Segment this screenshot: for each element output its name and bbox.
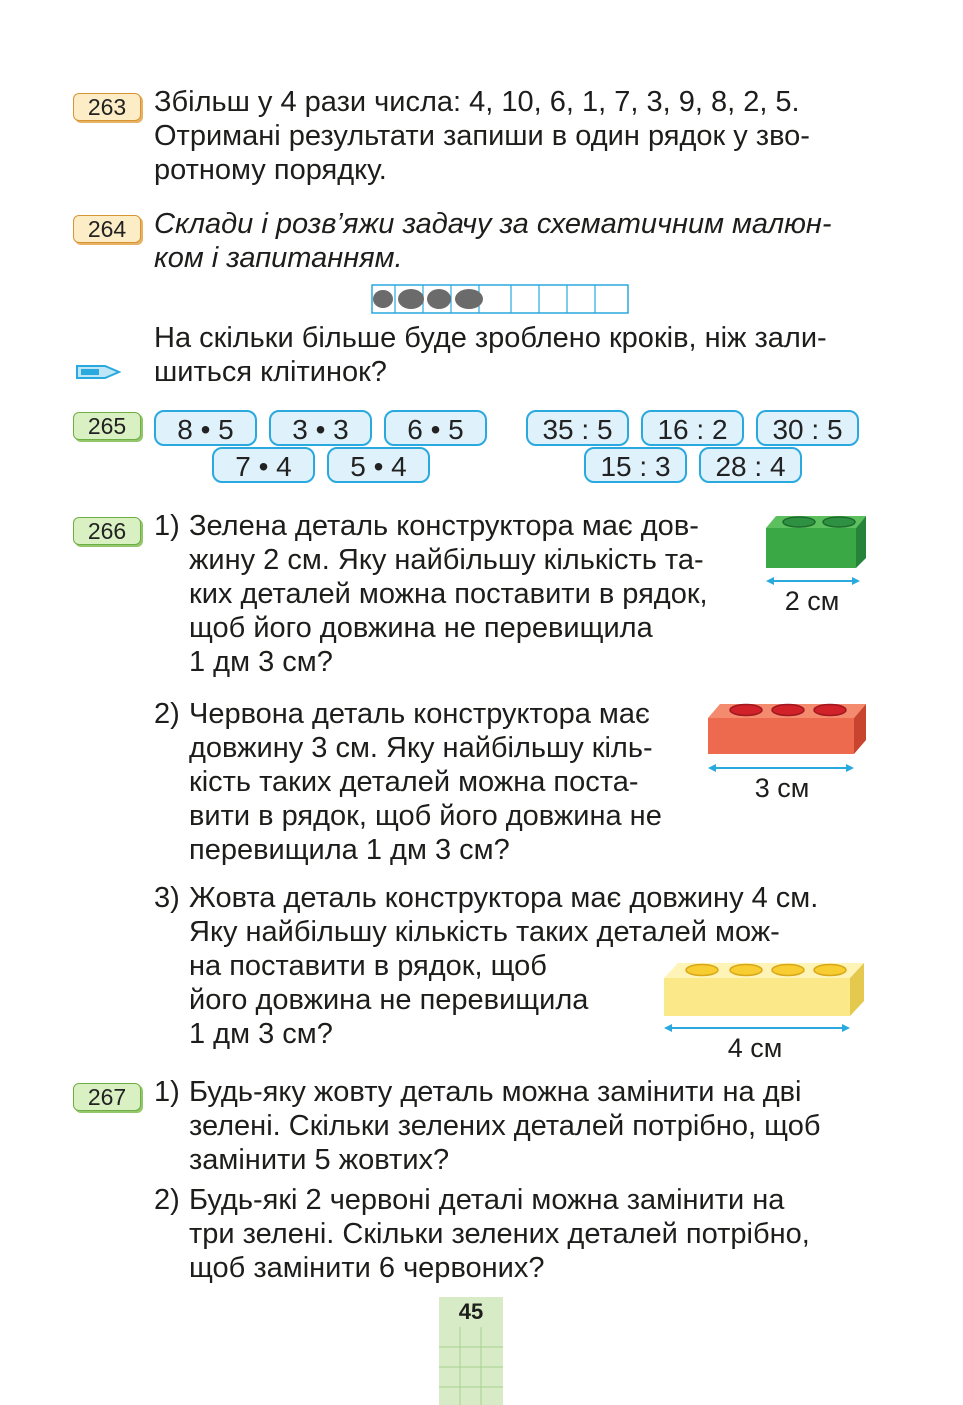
task-264-question-line: На скільки більше буде зроблено кроків, ніж зали- [154,322,827,354]
task-number-267: 267 [73,1083,141,1111]
expression-pill: 3 • 3 [269,410,372,446]
brick-length-label: 4 см [727,1033,783,1063]
task-267-p1-line: Будь-яку жовту деталь можна замінити на дві [189,1076,802,1108]
expression-pill: 30 : 5 [756,410,859,446]
task-267-p1-line: замінити 5 жовтих? [189,1144,450,1176]
task-266-p1-line: 1 дм 3 см? [189,646,333,678]
expression-pill: 8 • 5 [154,410,257,446]
expression-pill: 15 : 3 [584,447,687,483]
page-number: 45 [458,1299,484,1324]
task-263-line: Отримані результати запиши в один рядок у зво- [154,120,810,152]
expression-pill: 35 : 5 [526,410,629,446]
task-263-line: Збільш у 4 рази числа: 4, 10, 6, 1, 7, 3, 9, 8, 2, 5. [154,86,800,118]
task-267-part-2 [189,1183,866,1285]
task-266-p3-line: на поставити в рядок, щоб [189,950,547,982]
part-marker: 1) [154,510,180,542]
part-marker: 2) [154,698,180,730]
task-266-p1-line: Зелена деталь конструктора має дов- [189,510,699,542]
task-267-p1-line: зелені. Скільки зелених деталей потрібно, щоб [189,1110,821,1142]
task-266-p2-line: кість таких деталей можна поста- [189,766,639,798]
expression-pill: 6 • 5 [384,410,487,446]
part-marker: 2) [154,1184,180,1216]
task-267-p2-line: Будь-які 2 червоні деталі можна замінити на [189,1184,785,1216]
task-264-line: ком і запитанням. [154,242,403,274]
brick-length-label: 3 см [754,773,810,803]
task-266-p1-line: щоб його довжина не перевищила [189,612,653,644]
task-266-p2-line: довжину 3 см. Яку найбільшу кіль- [189,732,653,764]
task-263-text [154,85,866,187]
task-266-part-3-bottom [189,949,637,1051]
pencil-icon [75,361,121,383]
task-266-p2-line: вити в рядок, щоб його довжина не [189,800,662,832]
task-264-text [154,207,866,275]
task-266-p1-line: ких деталей можна поставити в рядок, [189,578,708,610]
task-264-question [154,321,866,389]
task-number-263: 263 [73,93,141,121]
task-266-part-1 [189,509,741,679]
task-263-line: ротному порядку. [154,154,387,186]
task-number-266: 266 [73,517,141,545]
task-267-p2-line: щоб замінити 6 червоних? [189,1252,545,1284]
task-264-question-line: шиться клітинок? [154,356,387,388]
expression-pill: 16 : 2 [641,410,744,446]
expression-pill: 5 • 4 [327,447,430,483]
task-266-p3-line: 1 дм 3 см? [189,1018,333,1050]
brick-length-label: 2 см [784,586,840,616]
task-number-264: 264 [73,215,141,243]
green-brick-image [760,512,870,590]
task-264-line: Склади і розв’яжи задачу за схематичним малюн- [154,208,832,240]
task-266-p1-line: жину 2 см. Яку найбільшу кількість та- [189,544,704,576]
yellow-brick-image [660,958,870,1036]
task-267-p2-line: три зелені. Скільки зелених деталей потрібно, [189,1218,810,1250]
task-266-part-2 [189,697,685,867]
task-266-p3-line: Жовта деталь конструктора має довжину 4 см. [189,882,819,914]
part-marker: 3) [154,882,180,914]
task-266-p2-line: перевищила 1 дм 3 см? [189,834,510,866]
task-266-p2-line: Червона деталь конструктора має [189,698,650,730]
task-267-part-1 [189,1075,866,1177]
expression-pill: 7 • 4 [212,447,315,483]
task-266-part-3-top [189,881,866,949]
task-266-p3-line: Яку найбільшу кількість таких деталей мож- [189,916,780,948]
part-marker: 1) [154,1076,180,1108]
expression-pill: 28 : 4 [699,447,802,483]
footsteps-strip [371,284,629,314]
task-266-p3-line: його довжина не перевищила [189,984,589,1016]
red-brick-image [704,698,870,778]
task-number-265: 265 [73,412,141,440]
